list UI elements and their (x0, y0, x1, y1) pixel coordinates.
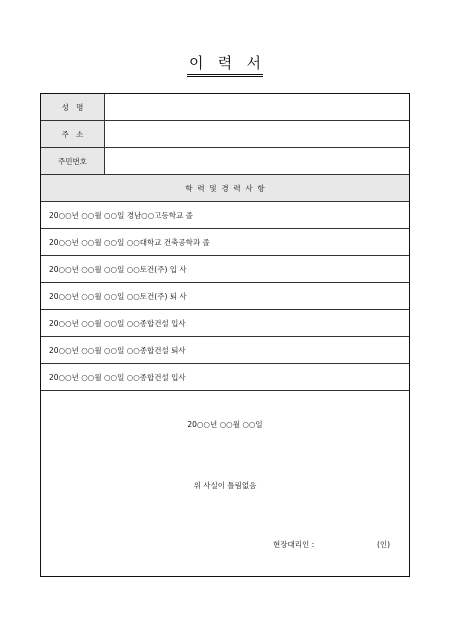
id-number-row (41, 148, 409, 175)
name-row (41, 94, 409, 121)
id-number-value (105, 148, 409, 174)
history-entry (41, 202, 409, 229)
history-entry-text: 20○○년 ○○월 ○○일 ○○종합건설 입사 (49, 372, 186, 382)
name-value (105, 94, 409, 120)
history-entry (41, 283, 409, 310)
address-value (105, 121, 409, 147)
address-label: 주 소 (41, 121, 105, 147)
history-section-header (41, 175, 409, 202)
address-row (41, 121, 409, 148)
history-section-title: 학 력 및 경 력 사 항 (185, 183, 265, 193)
document-title-text: 이 력 서 (187, 52, 263, 77)
resume-form (40, 93, 410, 577)
id-number-label: 주민번호 (41, 148, 105, 174)
confirmation-statement: 위 사실이 틀림없음 (193, 481, 257, 490)
history-entry-text: 20○○년 ○○월 ○○일 경남○○고등학교 졸 (49, 210, 193, 220)
confirmation-area (41, 391, 409, 576)
history-entry-text: 20○○년 ○○월 ○○일 ○○토건(주) 입 사 (49, 264, 187, 274)
history-entry (41, 310, 409, 337)
history-entry-text: 20○○년 ○○월 ○○일 ○○대학교 건축공학과 졸 (49, 237, 210, 247)
history-entry-text: 20○○년 ○○월 ○○일 ○○종합건설 입사 (49, 318, 186, 328)
seal-mark: (인) (377, 540, 391, 549)
confirmation-date: 20○○년 ○○월 ○○일 (187, 420, 263, 429)
history-entry-text: 20○○년 ○○월 ○○일 ○○종합건설 퇴사 (49, 345, 186, 355)
document-title (0, 52, 450, 77)
history-entry (41, 229, 409, 256)
name-label: 성 명 (41, 94, 105, 120)
history-entry (41, 337, 409, 364)
history-entry-text: 20○○년 ○○월 ○○일 ○○토건(주) 퇴 사 (49, 291, 187, 301)
signer-label: 현장대리인 : (273, 540, 315, 549)
history-entry (41, 364, 409, 391)
history-entry (41, 256, 409, 283)
